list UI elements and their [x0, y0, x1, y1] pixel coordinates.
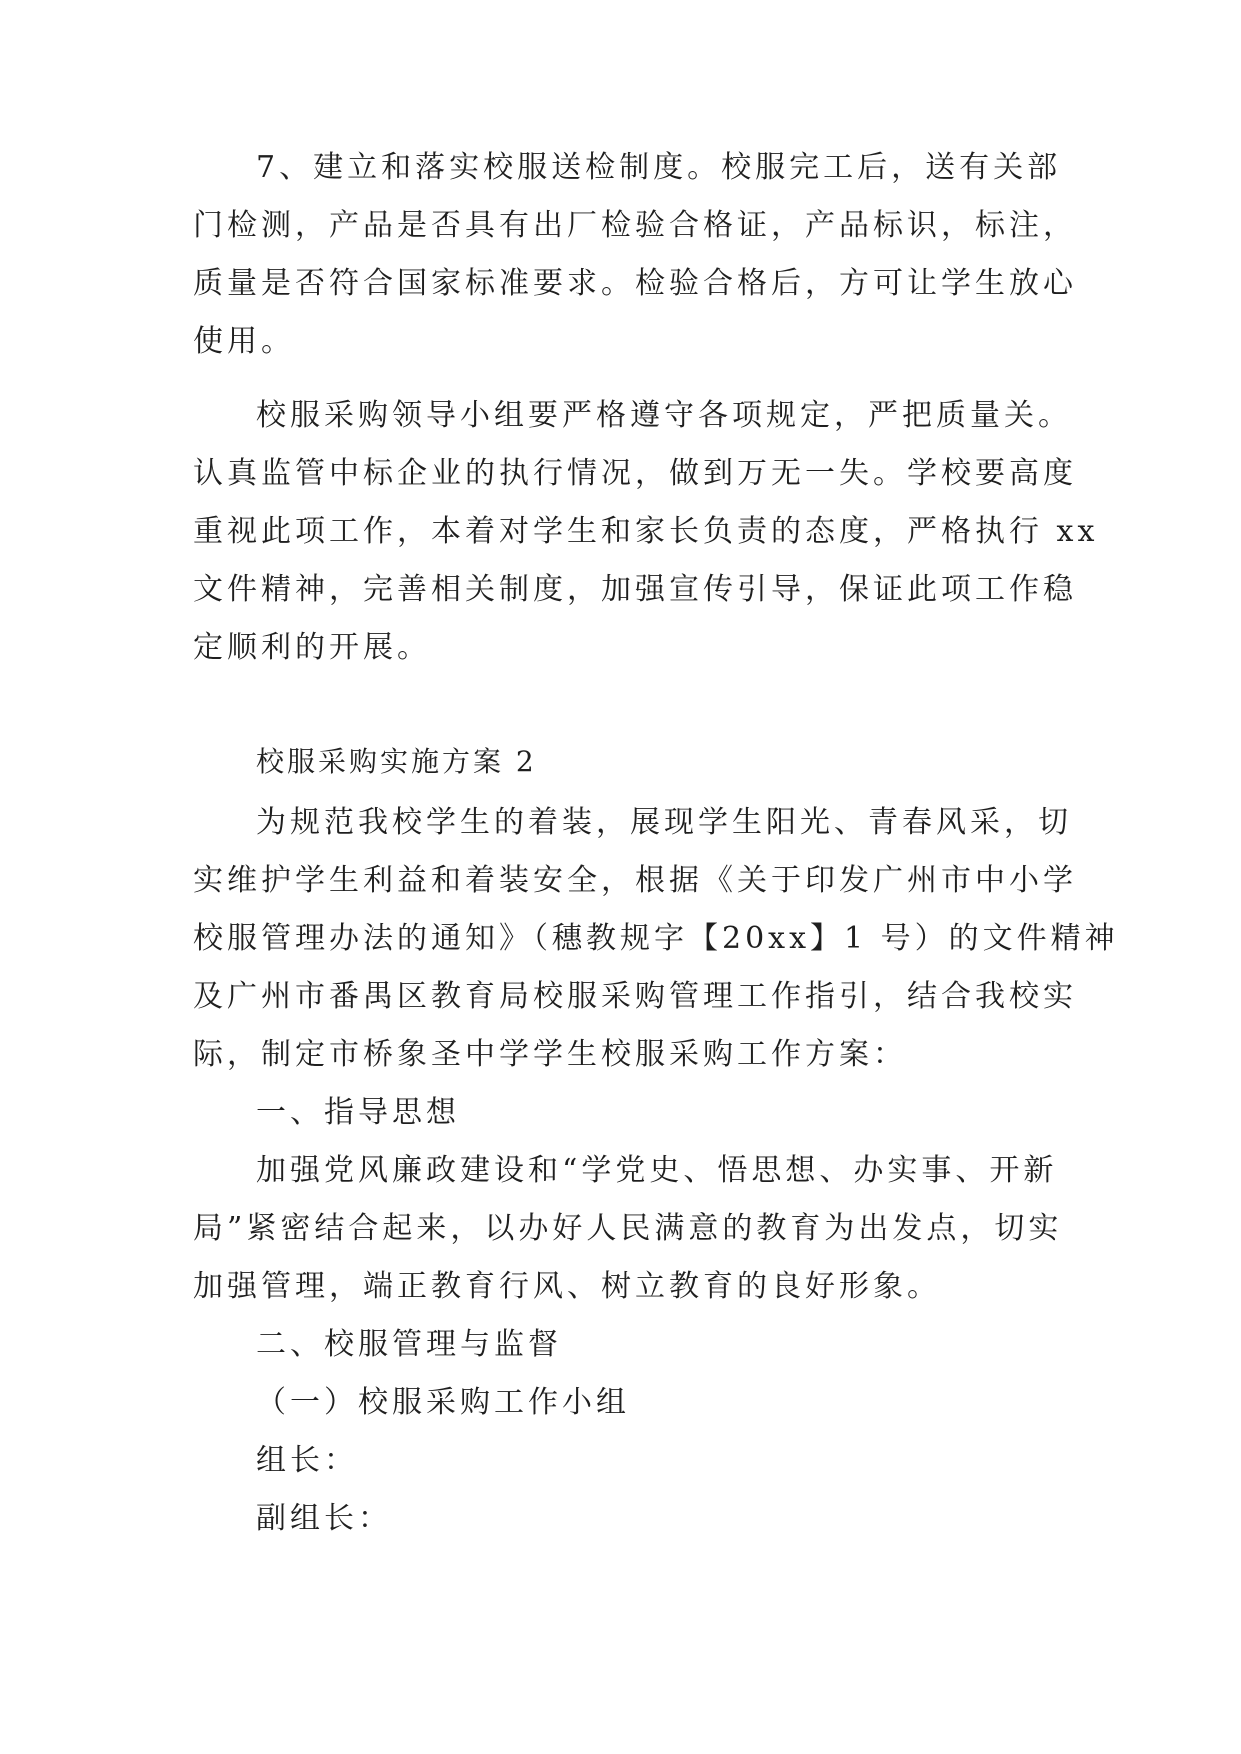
- paragraph-line: 认真监管中标企业的执行情况，做到万无一失。学校要高度: [193, 456, 1077, 491]
- paragraph-line: 校服管理办法的通知》（穗教规字【20xx】1 号）的文件精神: [193, 921, 1119, 956]
- paragraph-line: 门检测，产品是否具有出厂检验合格证，产品标识，标注，: [193, 208, 1077, 243]
- paragraph-line: 定顺利的开展。: [193, 630, 431, 665]
- paragraph-line: 文件精神，完善相关制度，加强宣传引导，保证此项工作稳: [193, 572, 1077, 607]
- heading-line: 一、指导思想: [256, 1095, 460, 1130]
- subheading-line: （一）校服采购工作小组: [256, 1385, 630, 1420]
- paragraph-line: 7、建立和落实校服送检制度。校服完工后，送有关部: [256, 150, 1062, 185]
- paragraph-line: 重视此项工作，本着对学生和家长负责的态度，严格执行 xx: [193, 514, 1099, 549]
- paragraph-line: 加强管理，端正教育行风、树立教育的良好形象。: [193, 1269, 941, 1304]
- label-line: 组长：: [256, 1443, 358, 1478]
- paragraph-line: 质量是否符合国家标准要求。检验合格后，方可让学生放心: [193, 266, 1077, 301]
- paragraph-line: 为规范我校学生的着装，展现学生阳光、青春风采，切: [256, 805, 1072, 840]
- section-title: 校服采购实施方案 2: [256, 745, 537, 778]
- paragraph-line: 加强党风廉政建设和“学党史、悟思想、办实事、开新: [256, 1153, 1058, 1188]
- paragraph-line: 校服采购领导小组要严格遵守各项规定，严把质量关。: [256, 398, 1072, 433]
- paragraph-line: 及广州市番禺区教育局校服采购管理工作指引，结合我校实: [193, 979, 1077, 1014]
- paragraph-line: 局”紧密结合起来，以办好人民满意的教育为出发点，切实: [193, 1211, 1063, 1246]
- heading-line: 二、校服管理与监督: [256, 1327, 562, 1362]
- paragraph-line: 际，制定市桥象圣中学学生校服采购工作方案：: [193, 1037, 907, 1072]
- label-line: 副组长：: [256, 1501, 392, 1536]
- paragraph-line: 使用。: [193, 324, 295, 359]
- paragraph-line: 实维护学生利益和着装安全，根据《关于印发广州市中小学: [193, 863, 1077, 898]
